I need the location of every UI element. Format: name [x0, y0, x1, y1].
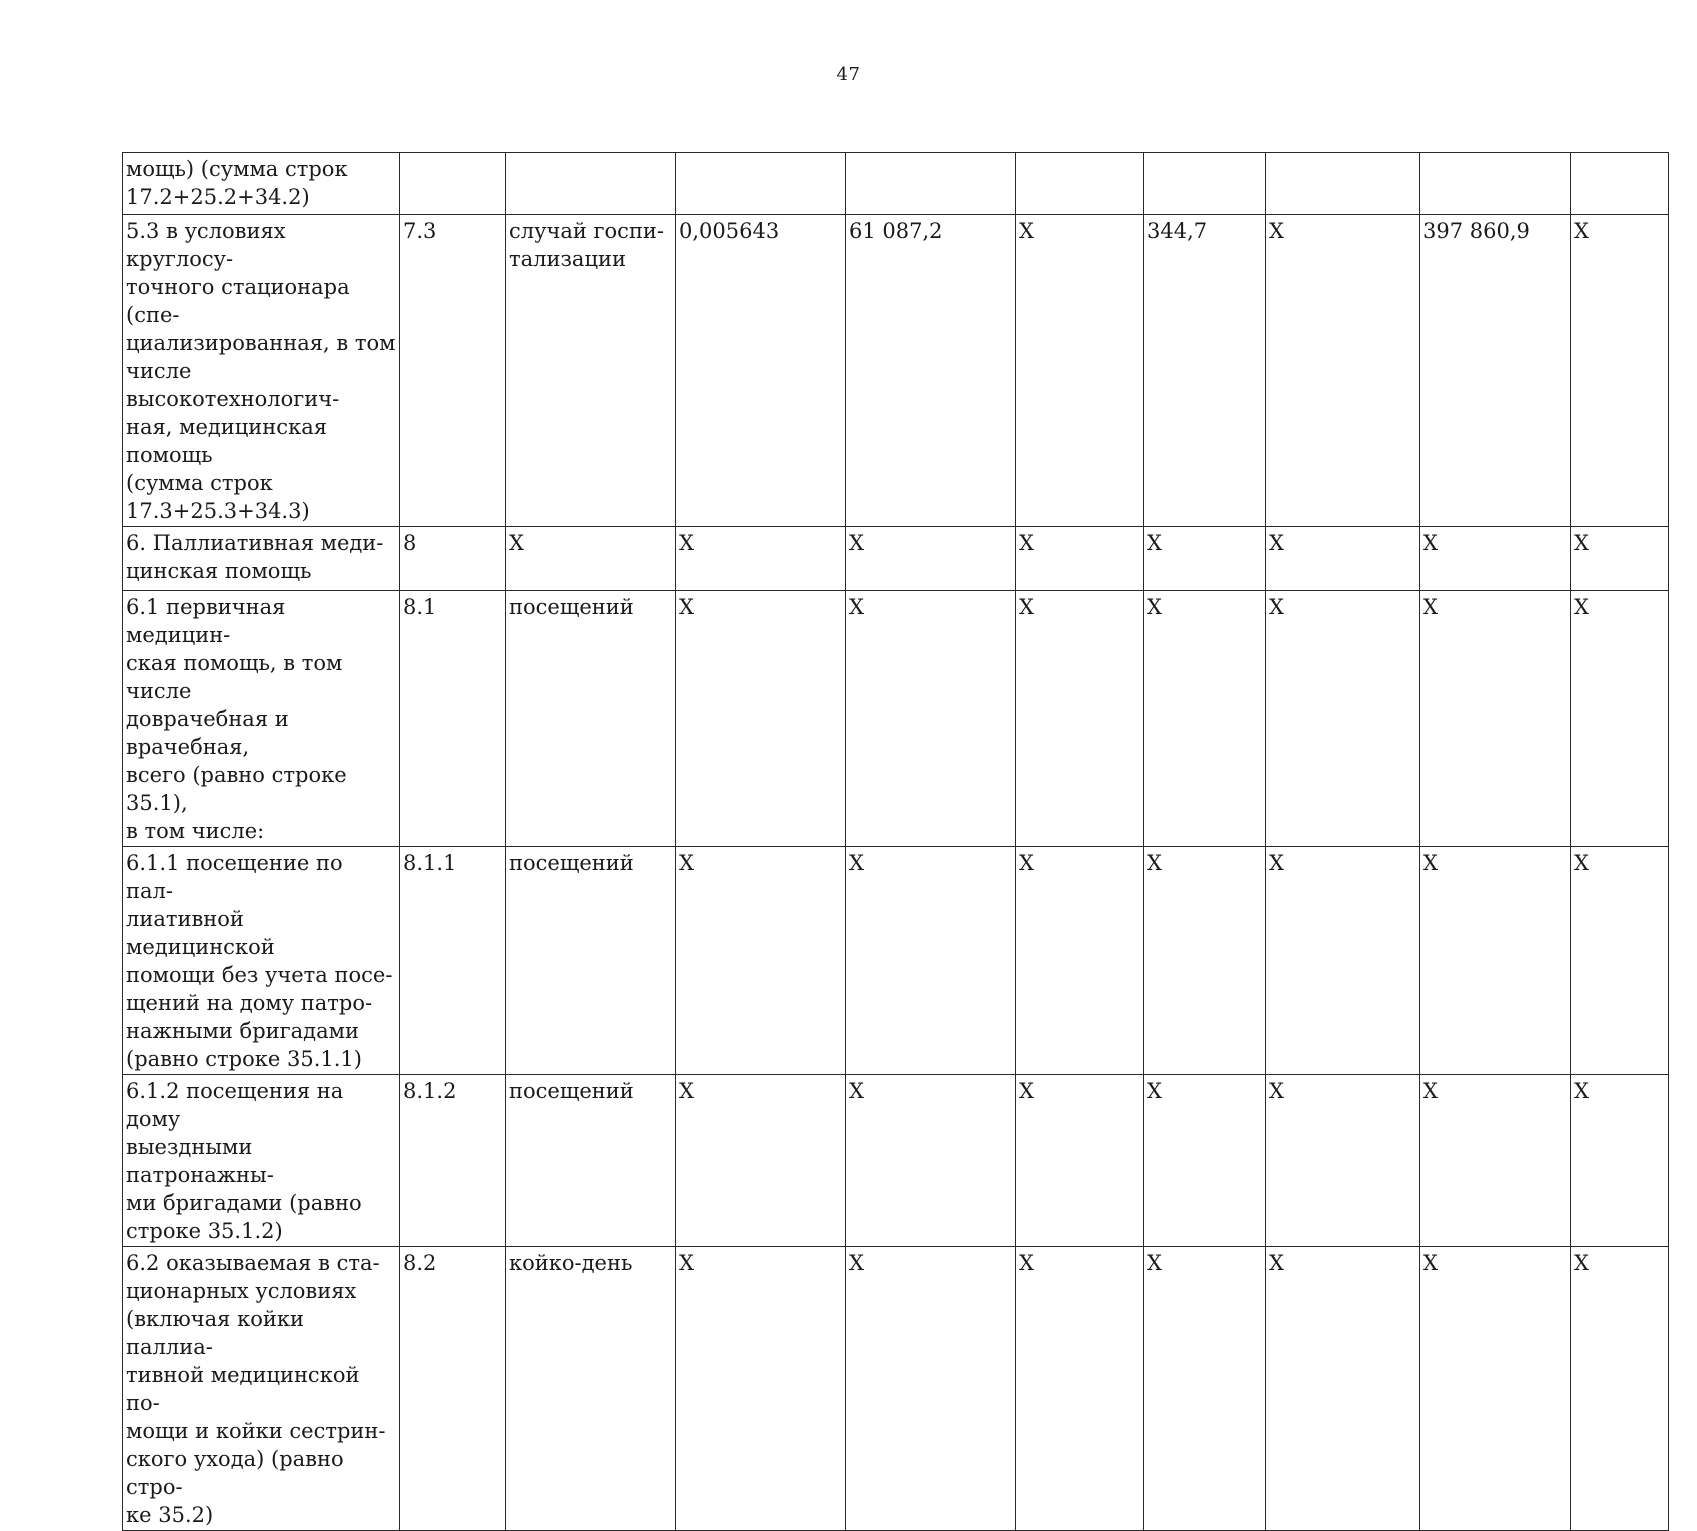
row-value-7	[1571, 153, 1669, 215]
row-value-4	[1144, 153, 1266, 215]
row-value-6	[1420, 153, 1571, 215]
row-unit: койко-день	[506, 1247, 676, 1531]
row-value-2	[846, 153, 1016, 215]
row-value-7: Х	[1571, 527, 1669, 591]
row-value-3: Х	[1016, 591, 1144, 847]
row-description: 6. Паллиативная меди- цинская помощь	[123, 527, 400, 591]
table-row	[123, 847, 1669, 1075]
row-value-6: Х	[1420, 847, 1571, 1075]
row-value-5: Х	[1266, 527, 1420, 591]
row-unit: случай госпи- тализации	[506, 215, 676, 527]
table-row	[123, 591, 1669, 847]
row-description: 5.3 в условиях круглосу- точного стационара (спе- циализированная, в том числе высокотехнологич- ная, медицинская помощь (сумма строк 17.3+25.3+34.3)	[123, 215, 400, 527]
row-value-3: Х	[1016, 527, 1144, 591]
table-row	[123, 153, 1669, 215]
row-value-7: Х	[1571, 1075, 1669, 1247]
row-description: 6.1.1 посещение по пал- лиативной медицинской помощи без учета посе- щений на дому патро- нажными бригадами (равно строке 35.1.1)	[123, 847, 400, 1075]
row-code: 8.1.2	[400, 1075, 506, 1247]
row-value-5	[1266, 153, 1420, 215]
row-value-2: Х	[846, 1247, 1016, 1531]
table-row	[123, 215, 1669, 527]
row-value-5: Х	[1266, 591, 1420, 847]
row-value-6: Х	[1420, 591, 1571, 847]
row-code: 7.3	[400, 215, 506, 527]
row-value-3	[1016, 153, 1144, 215]
table-row	[123, 1247, 1669, 1531]
row-description: 6.1.2 посещения на дому выездными патронажны- ми бригадами (равно строке 35.1.2)	[123, 1075, 400, 1247]
row-value-7: Х	[1571, 847, 1669, 1075]
row-code: 8.1	[400, 591, 506, 847]
row-value-5: Х	[1266, 215, 1420, 527]
table-row	[123, 1075, 1669, 1247]
row-value-2: Х	[846, 847, 1016, 1075]
row-value-2: Х	[846, 591, 1016, 847]
row-unit: посещений	[506, 847, 676, 1075]
row-value-4: Х	[1144, 527, 1266, 591]
row-value-7: Х	[1571, 215, 1669, 527]
table-row	[123, 527, 1669, 591]
row-value-6: Х	[1420, 1247, 1571, 1531]
row-code: 8.1.1	[400, 847, 506, 1075]
row-value-3: Х	[1016, 1247, 1144, 1531]
row-value-4: Х	[1144, 847, 1266, 1075]
row-unit: посещений	[506, 1075, 676, 1247]
row-value-3: Х	[1016, 215, 1144, 527]
page-number: 47	[836, 64, 861, 85]
data-table	[122, 152, 1669, 1531]
row-value-4: Х	[1144, 1247, 1266, 1531]
row-value-3: Х	[1016, 1075, 1144, 1247]
row-value-5: Х	[1266, 847, 1420, 1075]
row-value-1: Х	[676, 591, 846, 847]
row-unit: Х	[506, 527, 676, 591]
row-value-1: Х	[676, 1247, 846, 1531]
row-value-7: Х	[1571, 591, 1669, 847]
row-value-5: Х	[1266, 1247, 1420, 1531]
row-value-6: Х	[1420, 527, 1571, 591]
row-value-5: Х	[1266, 1075, 1420, 1247]
row-value-4: Х	[1144, 1075, 1266, 1247]
row-value-7: Х	[1571, 1247, 1669, 1531]
row-description: мощь) (сумма строк 17.2+25.2+34.2)	[123, 153, 400, 215]
row-code: 8	[400, 527, 506, 591]
row-unit	[506, 153, 676, 215]
row-code: 8.2	[400, 1247, 506, 1531]
row-unit: посещений	[506, 591, 676, 847]
row-value-6: Х	[1420, 1075, 1571, 1247]
row-value-2: Х	[846, 527, 1016, 591]
row-value-4: Х	[1144, 591, 1266, 847]
row-value-1	[676, 153, 846, 215]
row-value-2: 61 087,2	[846, 215, 1016, 527]
row-value-1: Х	[676, 1075, 846, 1247]
row-value-1: Х	[676, 847, 846, 1075]
row-value-4: 344,7	[1144, 215, 1266, 527]
row-description: 6.1 первичная медицин- ская помощь, в том числе доврачебная и врачебная, всего (равно строке 35.1), в том числе:	[123, 591, 400, 847]
row-value-1: Х	[676, 527, 846, 591]
row-code	[400, 153, 506, 215]
row-value-6: 397 860,9	[1420, 215, 1571, 527]
row-value-3: Х	[1016, 847, 1144, 1075]
row-description: 6.2 оказываемая в ста- ционарных условиях (включая койки паллиа- тивной медицинской по- мощи и койки сестрин- ского ухода) (равно стро- ке 35.2)	[123, 1247, 400, 1531]
row-value-1: 0,005643	[676, 215, 846, 527]
row-value-2: Х	[846, 1075, 1016, 1247]
